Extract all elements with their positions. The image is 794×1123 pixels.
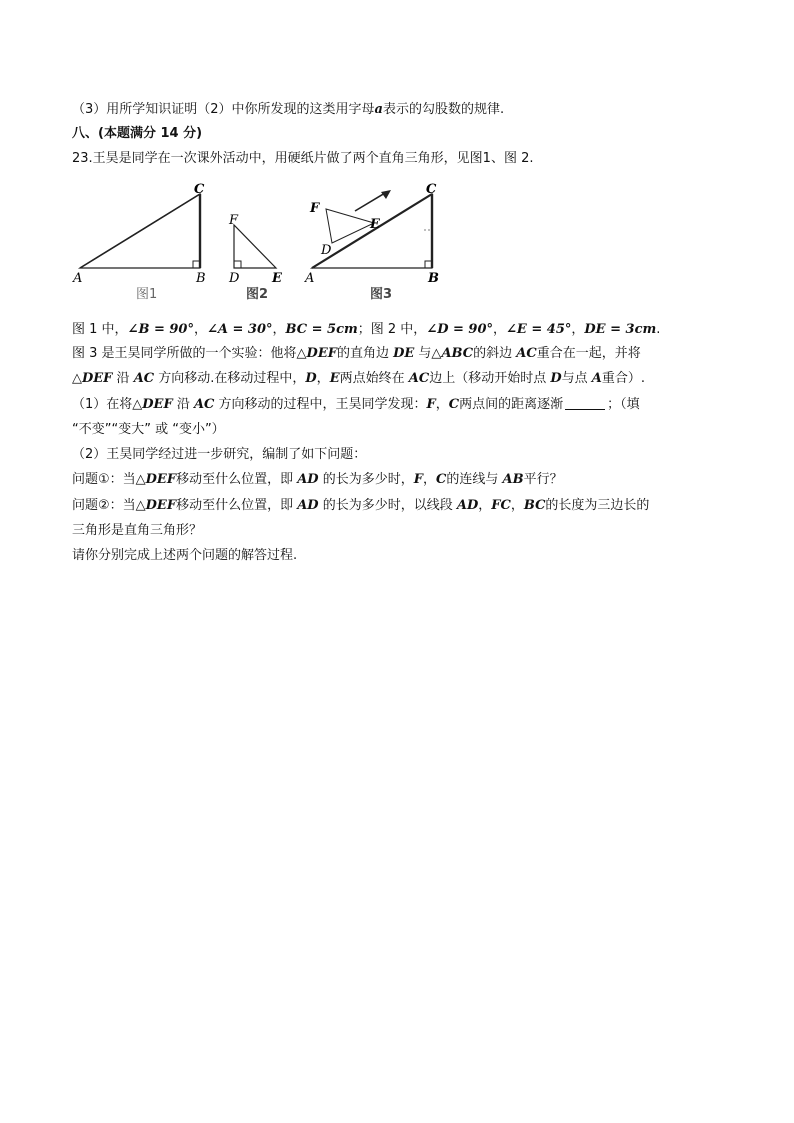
text: 与△: [414, 346, 442, 361]
text: 的长为多少时，以线段: [318, 498, 457, 513]
math: DEF: [145, 498, 177, 513]
angle-d: ∠D = 90°: [426, 322, 494, 337]
text: 沿: [112, 371, 134, 386]
fig1-label-b: B: [196, 271, 206, 286]
prev-question-part3: [72, 101, 504, 119]
text: （1）在将△: [72, 397, 143, 412]
text: 与点: [561, 371, 592, 386]
text: 方向移动的过程中，王昊同学发现：: [214, 397, 427, 412]
math: C: [448, 397, 460, 412]
fig3-triangle-def: [326, 209, 374, 243]
text: 的长为多少时，: [318, 472, 414, 487]
prev-q3-var: a: [374, 102, 383, 117]
prev-q3-end: 表示的勾股数的规律.: [382, 102, 505, 117]
text: 的连线与: [446, 472, 503, 487]
math: D: [550, 371, 562, 386]
text: ；（填: [607, 397, 640, 412]
fig2-label-e: E: [272, 271, 282, 286]
fig2-right-angle: [234, 261, 241, 268]
sep: ，: [571, 322, 585, 337]
text: 重合）.: [601, 371, 645, 386]
prev-q3-text: （3）用所学知识证明（2）中你所发现的这类用字母: [72, 102, 375, 117]
text: ，: [422, 472, 436, 487]
text: 平行？: [523, 472, 563, 487]
math: AC: [408, 371, 430, 386]
fig2-triangle: [234, 225, 276, 268]
part1-line-2: “不变”“变大” 或 “变小”）: [72, 422, 225, 437]
math: DEF: [142, 397, 173, 412]
sep: ，: [193, 322, 207, 337]
text: 的长度为三边长的: [545, 498, 650, 513]
period: .: [656, 322, 661, 337]
fig3-label-c: C: [426, 182, 437, 197]
text: ，: [435, 397, 449, 412]
math: A: [591, 371, 602, 386]
figure-1: [72, 182, 206, 302]
text: 移动至什么位置，即: [176, 498, 298, 513]
math: FC: [491, 498, 511, 513]
angle-e: ∠E = 45°: [506, 322, 572, 337]
text: 边上（移动开始时点: [429, 371, 551, 386]
angle-b: ∠B = 90°: [127, 322, 194, 337]
sep: ，: [493, 322, 507, 337]
math: AD: [297, 472, 319, 487]
math: E: [329, 371, 340, 386]
math: D: [305, 371, 317, 386]
fig3-label-a: A: [305, 271, 315, 286]
math: AD: [456, 498, 479, 513]
math: AD: [297, 498, 319, 513]
math: F: [426, 397, 436, 412]
text: 方向移动.在移动过程中，: [154, 371, 306, 386]
math: BC: [523, 498, 546, 513]
fig3-direction-arrow: [355, 193, 385, 211]
part1-line-1: [72, 396, 640, 414]
fig2-caption: 图2: [246, 287, 269, 302]
fig3-label-e: E: [370, 217, 380, 232]
fig2-label-d: D: [229, 271, 240, 286]
text: 问题①：当△: [72, 472, 146, 487]
math: F: [413, 472, 423, 487]
figure-3: [304, 182, 439, 302]
question-2: [72, 497, 649, 515]
math: DEF: [306, 346, 337, 361]
given-p1: 图 1 中，: [72, 322, 128, 337]
math: DEF: [82, 371, 113, 386]
math: DEF: [145, 472, 177, 487]
math: AB: [502, 472, 524, 487]
section-heading: 八、(本题满分 14 分): [72, 126, 203, 141]
fig1-label-c: C: [194, 182, 205, 197]
de-length: DE = 3cm: [584, 322, 657, 337]
q23-intro: 23.王昊是同学在一次课外活动中，用硬纸片做了两个直角三角形，见图1、图 2.: [72, 151, 534, 166]
angle-a: ∠A = 30°: [206, 322, 273, 337]
text: 沿: [172, 397, 194, 412]
experiment-line-1: [72, 345, 641, 363]
given-line: [72, 321, 660, 339]
fig3-caption: 图3: [370, 287, 393, 302]
part2-line: （2）王昊同学经过进一步研究，编制了如下问题：: [72, 447, 367, 462]
math: AC: [133, 371, 155, 386]
text: 的直角边: [336, 346, 394, 361]
figures: [0, 180, 794, 320]
fig3-label-f: F: [310, 201, 320, 216]
text: 问题②：当△: [72, 498, 146, 513]
text: 图 3 是王昊同学所做的一个实验：他将△: [72, 346, 307, 361]
question-2-cont: 三角形是直角三角形？: [72, 523, 203, 538]
answer-blank[interactable]: [565, 397, 605, 410]
text: 两点始终在: [339, 371, 409, 386]
math: ABC: [441, 346, 474, 361]
text: ，: [316, 371, 330, 386]
math: C: [435, 472, 447, 487]
text: 移动至什么位置，即: [176, 472, 298, 487]
experiment-line-2: [72, 370, 645, 388]
given-p2: ；图 2 中，: [357, 322, 427, 337]
text: 两点间的距离逐渐: [459, 397, 564, 412]
final-instruction: 请你分别完成上述两个问题的解答过程.: [72, 548, 298, 563]
question-1: [72, 471, 563, 489]
text: ，: [510, 498, 524, 513]
text: 的斜边: [473, 346, 517, 361]
text: △: [72, 371, 82, 386]
fig3-label-d: D: [321, 243, 332, 258]
bc-length: BC = 5cm: [285, 322, 358, 337]
sep: ，: [272, 322, 286, 337]
math: AC: [516, 346, 537, 361]
fig1-ac-edge: [80, 194, 200, 268]
math: DE: [393, 346, 415, 361]
fig3-label-b: B: [428, 271, 439, 286]
math: AC: [193, 397, 215, 412]
fig1-label-a: A: [73, 271, 83, 286]
text: ，: [478, 498, 492, 513]
fig1-caption: 图1: [136, 287, 158, 302]
text: 重合在一起，并将: [536, 346, 641, 361]
fig2-label-f: F: [229, 213, 239, 228]
figure-2: [228, 213, 283, 302]
